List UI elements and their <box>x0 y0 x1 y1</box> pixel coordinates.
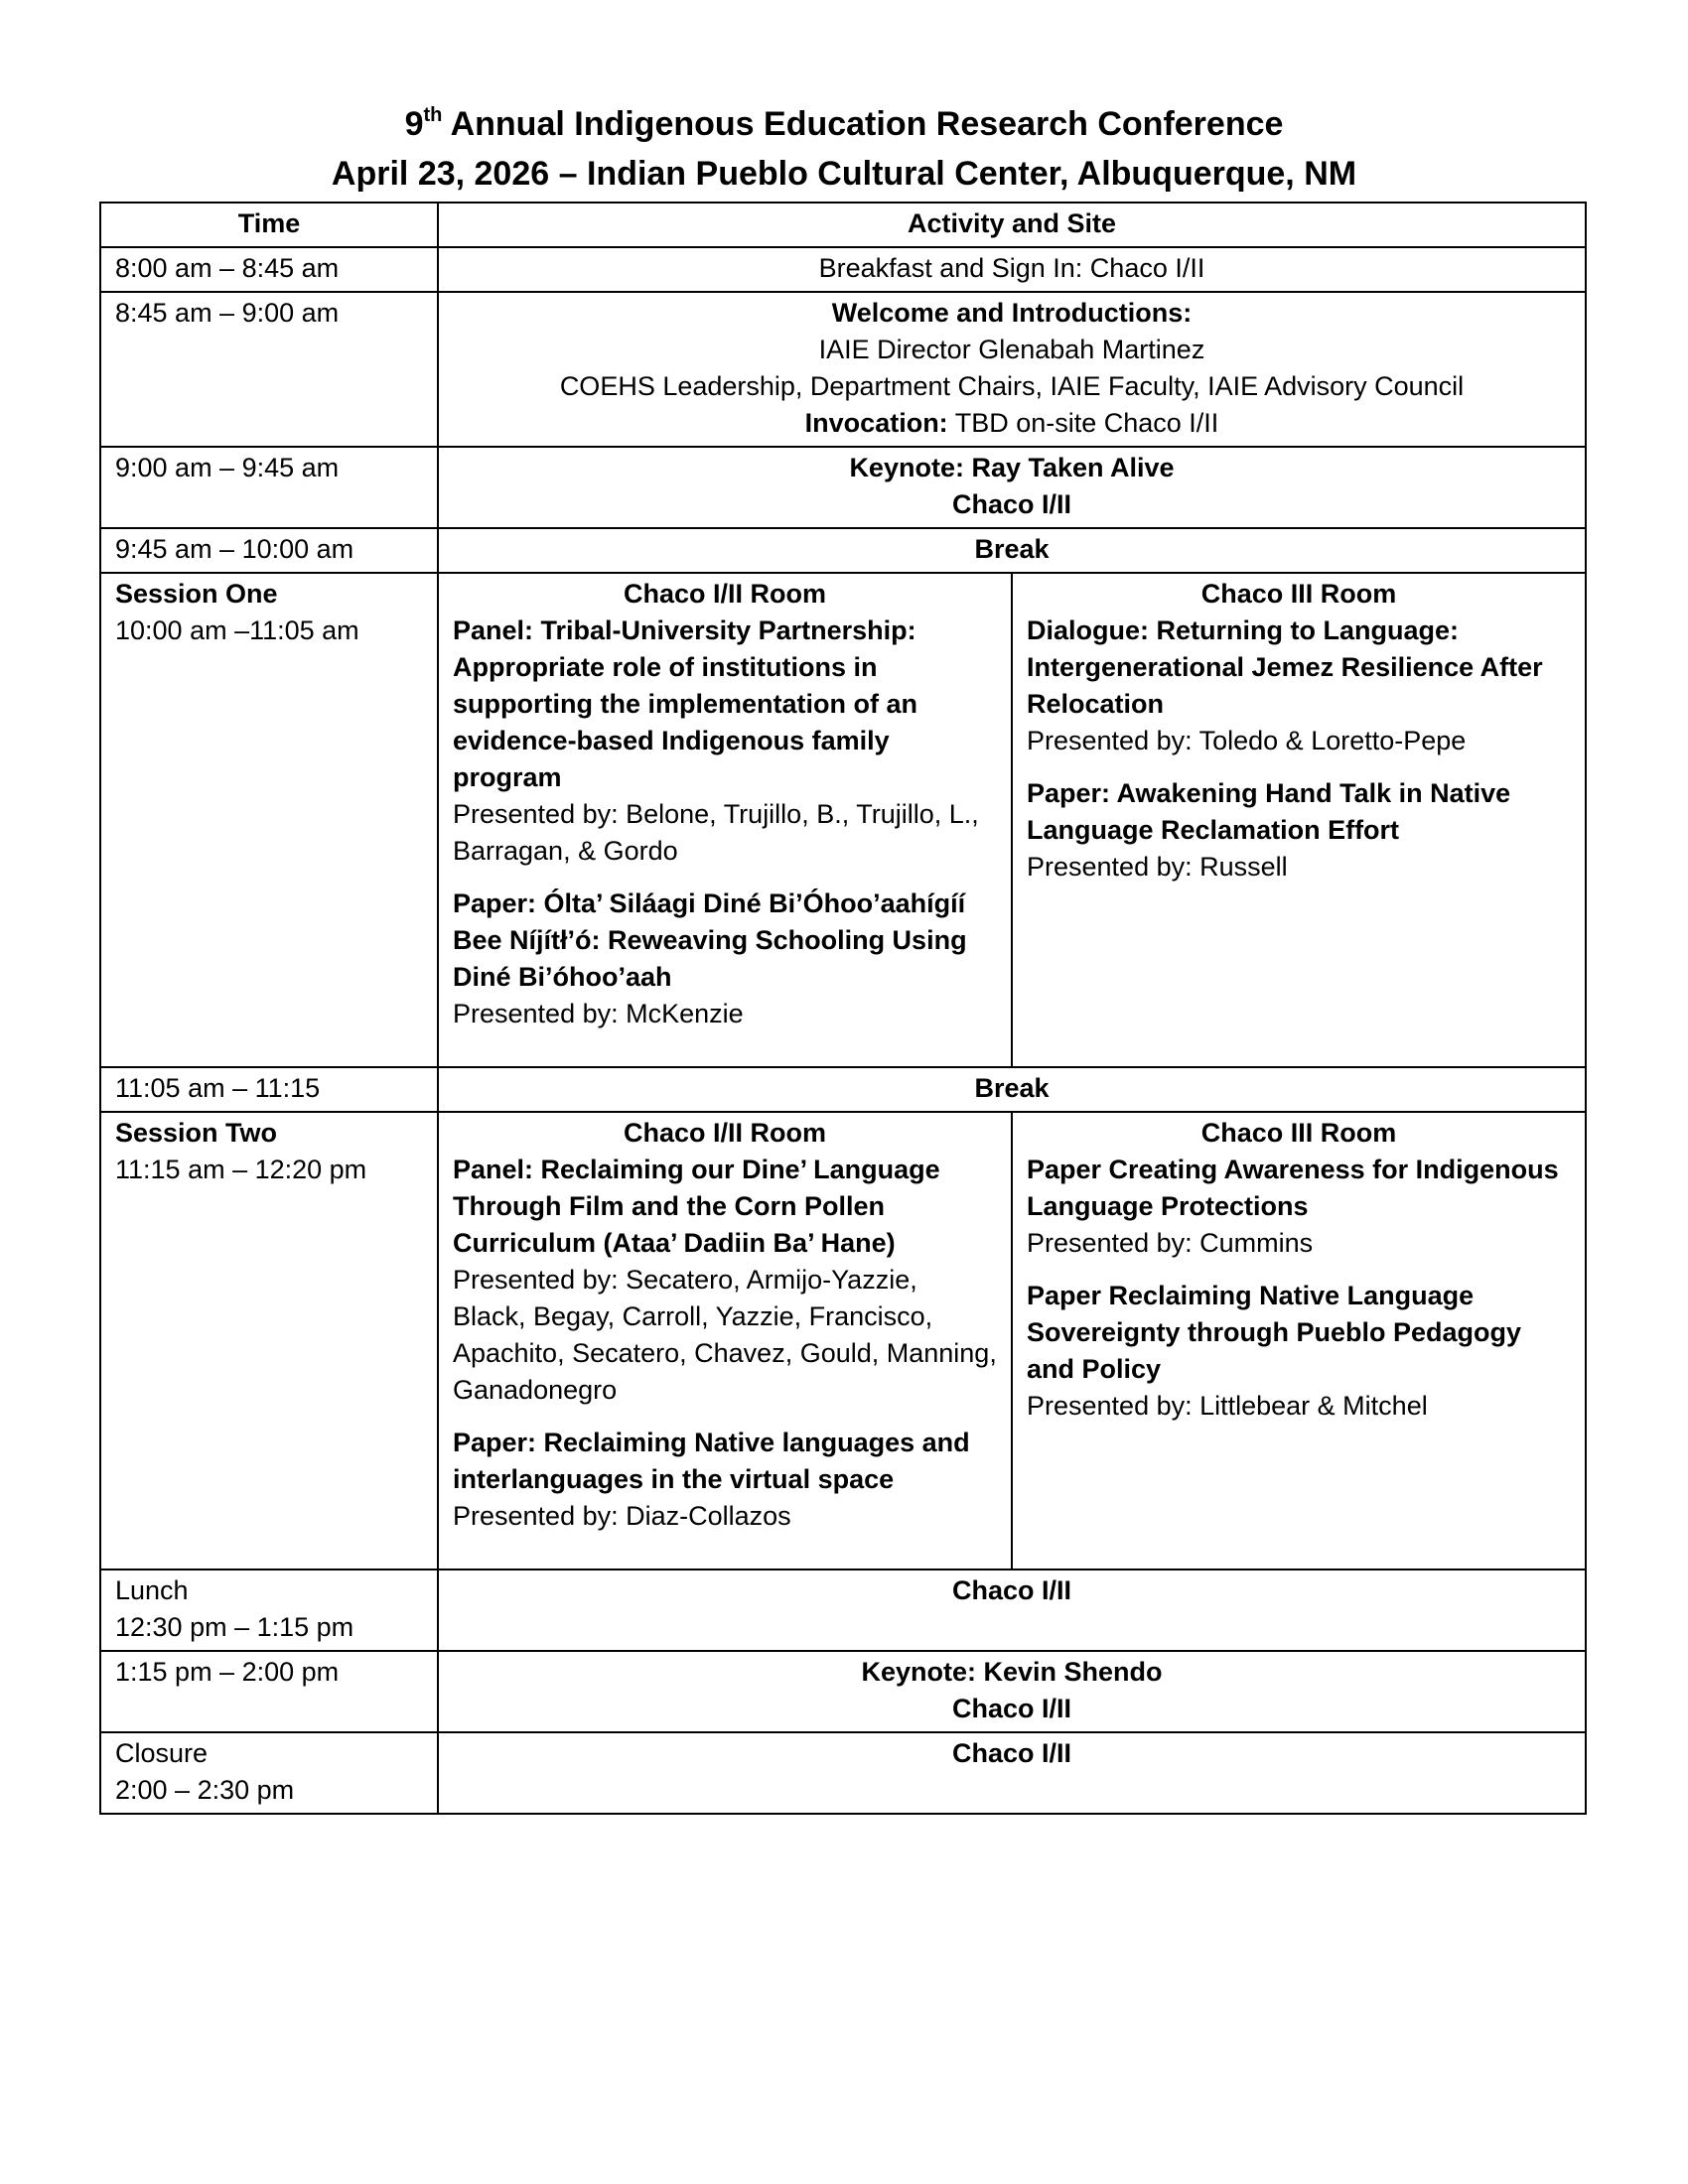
presenters: Presented by: Belone, Trujillo, B., Trujillo, L., Barragan, & Gordo <box>453 799 979 866</box>
session-time: 10:00 am –11:05 am <box>115 615 359 645</box>
keynote-site: Chaco I/II <box>951 489 1072 519</box>
presentation-title: Panel: Tribal-University Partnership: Appropriate role of institutions in supporting the implementation of an evidence-based Indigenous family program <box>453 615 917 792</box>
conference-subtitle: April 23, 2026 – Indian Pueblo Cultural Center, Albuquerque, NM <box>331 155 1357 193</box>
presenters: Presented by: Russell <box>1027 852 1288 882</box>
presentation-title: Paper Reclaiming Native Language Sovereignty through Pueblo Pedagogy and Policy <box>1027 1281 1522 1384</box>
activity-cell: Break <box>438 528 1586 573</box>
time-cell: 9:45 am – 10:00 am <box>100 528 438 573</box>
keynote-line: Keynote: Kevin Shendo <box>861 1657 1163 1687</box>
presenters: Presented by: Cummins <box>1027 1228 1314 1258</box>
header-time: Time <box>100 203 438 247</box>
room-b-cell <box>1012 1112 1586 1570</box>
activity-cell <box>438 1651 1586 1732</box>
keynote-label: Keynote <box>849 453 955 482</box>
presentation-title: Dialogue: Returning to Language: Intergenerational Jemez Resilience After Relocation <box>1027 615 1543 719</box>
time-cell: 8:45 am – 9:00 am <box>100 292 438 447</box>
presentation-title: Paper: Ólta’ Siláagi Diné Bi’Óhoo’aahígíí Bee Níjítł’ó: Reweaving Schooling Using Diné Bi’óhoo’aah <box>453 888 967 992</box>
invocation-label: Invocation: <box>804 408 948 438</box>
table-row <box>100 1067 1586 1112</box>
activity-cell: Chaco I/II <box>438 1570 1586 1651</box>
keynote-name: : Ray Taken Alive <box>954 453 1175 482</box>
time-cell <box>100 1732 438 1814</box>
welcome-heading: Welcome and Introductions: <box>831 298 1193 328</box>
presentation <box>453 886 997 1032</box>
invocation-line <box>453 405 1571 442</box>
time-cell: 8:00 am – 8:45 am <box>100 247 438 292</box>
presentation <box>1027 613 1571 759</box>
presentation <box>1027 1278 1571 1425</box>
session-row <box>100 573 1586 1067</box>
room-heading: Chaco I/II Room <box>623 579 827 609</box>
session-time-cell <box>100 1112 438 1570</box>
table-row <box>100 1732 1586 1814</box>
keynote-site: Chaco I/II <box>951 1694 1072 1723</box>
presentation-title: Paper Creating Awareness for Indigenous Language Protections <box>1027 1155 1559 1221</box>
room-heading: Chaco III Room <box>1200 579 1397 609</box>
presenters: Presented by: McKenzie <box>453 999 744 1028</box>
room-a-cell <box>438 573 1012 1067</box>
table-header-row <box>100 203 1586 247</box>
presentation <box>1027 1152 1571 1262</box>
row-label: Closure <box>115 1738 209 1768</box>
title-text: Annual Indigenous Education Research Conference <box>442 105 1284 143</box>
room-b-cell <box>1012 573 1586 1067</box>
row-time: 2:00 – 2:30 pm <box>115 1775 295 1805</box>
title-ordinal-suffix: th <box>423 104 443 126</box>
activity-cell <box>438 292 1586 447</box>
table-row <box>100 528 1586 573</box>
presentation <box>453 1152 997 1409</box>
table-row <box>100 447 1586 528</box>
table-row <box>100 292 1586 447</box>
presentation <box>453 613 997 870</box>
session-time-cell <box>100 573 438 1067</box>
session-label: Session One <box>115 579 278 609</box>
leadership-line: COEHS Leadership, Department Chairs, IAIE Faculty, IAIE Advisory Council <box>559 371 1465 401</box>
conference-title <box>0 99 1688 149</box>
keynote-line <box>453 450 1571 486</box>
time-cell <box>100 1570 438 1651</box>
session-time: 11:15 am – 12:20 pm <box>115 1155 367 1184</box>
document-header <box>0 99 1688 199</box>
presentation-title: Paper: Reclaiming Native languages and interlanguages in the virtual space <box>453 1428 970 1494</box>
table-row <box>100 247 1586 292</box>
director-line: IAIE Director Glenabah Martinez <box>818 335 1205 364</box>
presenters: Presented by: Secatero, Armijo-Yazzie, Black, Begay, Carroll, Yazzie, Francisco, Apachito, Secatero, Chavez, Gould, Manning, Ganadonegro <box>453 1265 997 1405</box>
activity-cell <box>438 447 1586 528</box>
session-row <box>100 1112 1586 1570</box>
row-time: 12:30 pm – 1:15 pm <box>115 1612 354 1642</box>
invocation-text: TBD on-site Chaco I/II <box>947 408 1219 438</box>
table-row <box>100 1651 1586 1732</box>
activity-cell: Chaco I/II <box>438 1732 1586 1814</box>
time-cell: 9:00 am – 9:45 am <box>100 447 438 528</box>
session-label: Session Two <box>115 1118 278 1148</box>
activity-cell: Break <box>438 1067 1586 1112</box>
title-ordinal: 9 <box>404 105 424 143</box>
schedule-table <box>99 202 1587 1815</box>
activity-cell: Breakfast and Sign In: Chaco I/II <box>438 247 1586 292</box>
room-a-cell <box>438 1112 1012 1570</box>
presentation-title: Paper: Awakening Hand Talk in Native Language Reclamation Effort <box>1027 778 1511 845</box>
row-label: Lunch <box>115 1575 189 1605</box>
presentation-title: Panel: Reclaiming our Dine’ Language Through Film and the Corn Pollen Curriculum (Ataa’ Dadiin Ba’ Hane) <box>453 1155 940 1258</box>
room-heading: Chaco I/II Room <box>623 1118 827 1148</box>
header-activity: Activity and Site <box>438 203 1586 247</box>
room-heading: Chaco III Room <box>1200 1118 1397 1148</box>
presentation <box>453 1425 997 1535</box>
table-row <box>100 1570 1586 1651</box>
time-cell: 1:15 pm – 2:00 pm <box>100 1651 438 1732</box>
presenters: Presented by: Littlebear & Mitchel <box>1027 1391 1428 1421</box>
presenters: Presented by: Diaz-Collazos <box>453 1501 791 1531</box>
presentation <box>1027 775 1571 886</box>
time-cell: 11:05 am – 11:15 <box>100 1067 438 1112</box>
presenters: Presented by: Toledo & Loretto-Pepe <box>1027 726 1467 755</box>
